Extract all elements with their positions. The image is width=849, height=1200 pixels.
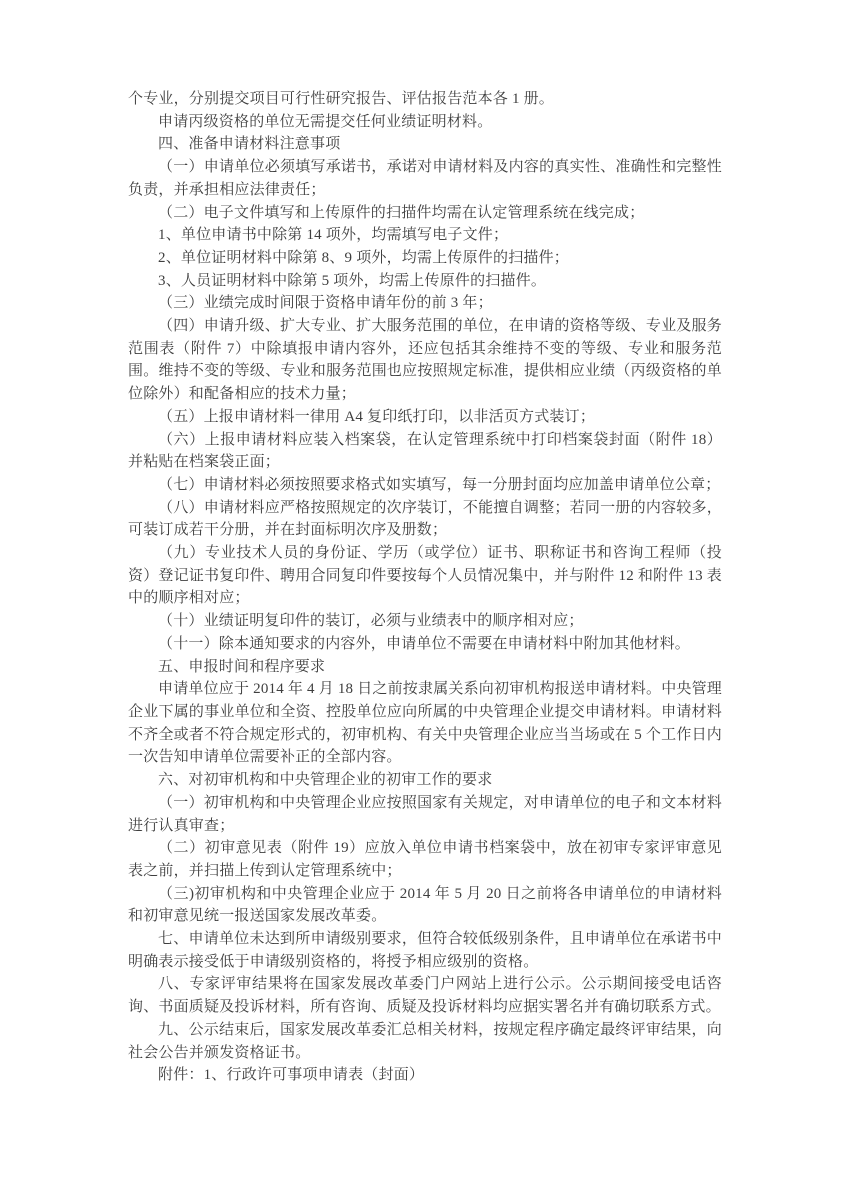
- paragraph: 申请单位应于 2014 年 4 月 18 日之前按隶属关系向初审机构报送申请材料。中央管理企业下属的事业单位和全资、控股单位应向所属的中央管理企业提交申请材料。申请材料不齐全或者不符合规定形式的，初审机构、有关中央管理企业应当当场或在 5 个工作日内一次告知申请单位需要补正的全部内容。: [128, 681, 723, 766]
- paragraph: 附件：1、行政许可事项申请表（封面）: [158, 1067, 425, 1084]
- paragraph: （一）初审机构和中央管理企业应按照国家有关规定，对申请单位的电子和文本材料进行认真审查；: [128, 794, 722, 834]
- paragraph: （三)初审机构和中央管理企业应于 2014 年 5 月 20 日之前将各申请单位的申请材料和初审意见统一报送国家发展改革委。: [128, 885, 722, 925]
- paragraph: （十）业绩证明复印件的装订，必须与业绩表中的顺序相对应；: [158, 613, 584, 630]
- paragraph: 八、专家评审结果将在国家发展改革委门户网站上进行公示。公示期间接受电话咨询、书面质疑及投诉材料，所有咨询、质疑及投诉材料均应据实署名并有确切联系方式。: [128, 976, 722, 1016]
- paragraph: （三）业绩完成时间限于资格申请年份的前 3 年；: [158, 295, 493, 312]
- paragraph: 七、申请单位未达到所申请级别要求，但符合较低级别条件，且申请单位在承诺书中明确表示接受低于申请级别资格的，将授予相应级别的资格。: [128, 931, 722, 970]
- paragraph: （一）申请单位必须填写承诺书，承诺对申请材料及内容的真实性、准确性和完整性负责，并承担相应法律责任；: [128, 159, 722, 198]
- paragraph: （七）申请材料必须按照要求格式如实填写，每一分册封面均应加盖申请单位公章；: [158, 476, 721, 493]
- paragraph: 2、单位证明材料中除第 8、9 项外，均需上传原件的扫描件；: [158, 249, 570, 266]
- paragraph: 四、准备申请材料注意事项: [158, 136, 341, 153]
- paragraph: 个专业，分别提交项目可行性研究报告、评估报告范本各 1 册。: [128, 91, 555, 107]
- paragraph: 五、申报时间和程序要求: [158, 658, 326, 675]
- paragraph: 申请丙级资格的单位无需提交任何业绩证明材料。: [158, 113, 493, 130]
- paragraph: （二）初审意见表（附件 19）应放入单位申请书档案袋中，放在初审专家评审意见表之前，并扫描上传到认定管理系统中；: [128, 840, 722, 879]
- paragraph: （十一）除本通知要求的内容外，申请单位不需要在申请材料中附加其他材料。: [158, 635, 691, 652]
- paragraph: 1、单位申请书中除第 14 项外，均需填写电子文件；: [158, 227, 509, 244]
- paragraph: （六）上报申请材料应装入档案袋，在认定管理系统中打印档案袋封面（附件 18）并粘贴在档案袋正面；: [128, 431, 722, 471]
- paragraph: （九）专业技术人员的身份证、学历（或学位）证书、职称证书和咨询工程师（投资）登记证书复印件、聘用合同复印件要按每个人员情况集中，并与附件 12 和附件 13 表中的顺序相对应；: [128, 545, 722, 607]
- paragraph: （四）申请升级、扩大专业、扩大服务范围的单位，在申请的资格等级、专业及服务范围表（附件 7）中除填报申请内容外，还应包括其余维持不变的等级、专业和服务范围。维持不变的等级、专业和服务范围也应按照规定标准，提供相应业绩（丙级资格的单位除外）和配备相应的技术力量；: [128, 318, 722, 403]
- paragraph: （二）电子文件填写和上传原件的扫描件均需在认定管理系统在线完成；: [158, 204, 645, 221]
- paragraph: （八）申请材料应严格按照规定的次序装订，不能擅自调整；若同一册的内容较多，可装订成若干分册，并在封面标明次序及册数；: [128, 499, 722, 539]
- paragraph: 3、人员证明材料中除第 5 项外，均需上传原件的扫描件。: [158, 272, 547, 289]
- paragraph: 九、公示结束后，国家发展改革委汇总相关材料，按规定程序确定最终评审结果，向社会公告并颁发资格证书。: [128, 1021, 722, 1061]
- document-body: [128, 88, 722, 1087]
- paragraph: 六、对初审机构和中央管理企业的初审工作的要求: [158, 772, 493, 789]
- paragraph: （五）上报申请材料一律用 A4 复印纸打印，以非活页方式装订；: [158, 408, 596, 425]
